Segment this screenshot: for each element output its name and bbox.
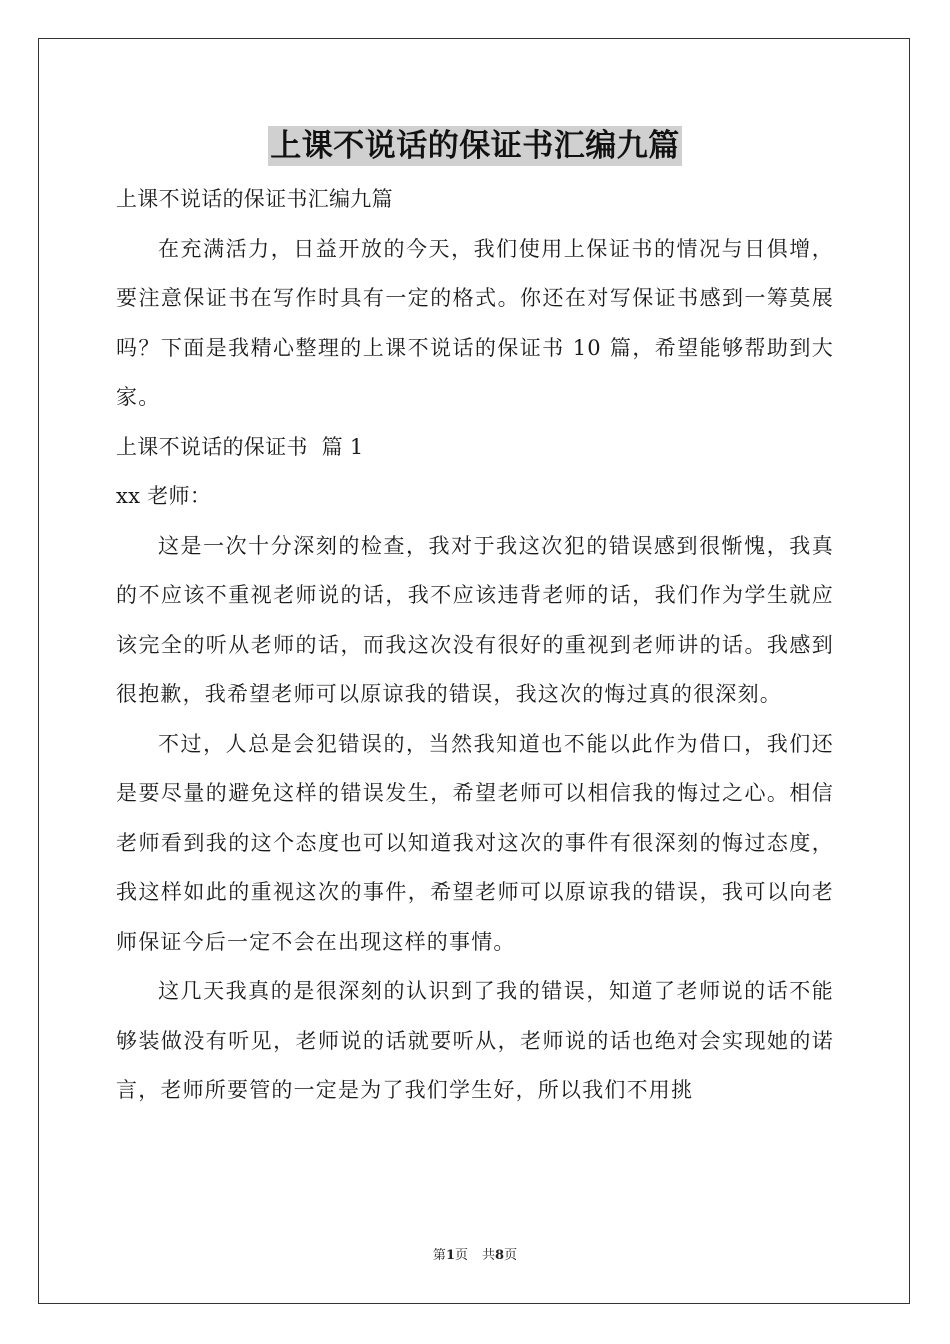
total-prefix: 共 <box>482 1248 496 1263</box>
section-heading: 上课不说话的保证书 篇 1 <box>116 434 364 459</box>
salutation: xx 老师： <box>116 484 212 508</box>
total-pages: 8 <box>495 1248 505 1263</box>
body-paragraph-2: 不过，人总是会犯错误的，当然我知道也不能以此作为借口，我们还是要尽量的避免这样的错误发生，希望老师可以相信我的悔过之心。相信老师看到我的这个态度也可以知道我对这次的事件有很深刻的悔过态度，我这样如此的重视这次的事件，希望老师可以原谅我的错误，我可以向老师保证今后一定不会在出现这样的事情。 <box>116 731 834 954</box>
body-paragraph-3: 这几天我真的是很深刻的认识到了我的错误，知道了老师说的话不能够装做没有听见，老师说的话就要听从，老师说的话也绝对会实现她的诺言，老师所要管的一定是为了我们学生好，所以我们不用挑 <box>116 979 834 1102</box>
page-prefix: 第 <box>432 1248 446 1263</box>
page-number: 1 <box>445 1248 455 1263</box>
title-container <box>0 126 950 166</box>
page-footer <box>0 1247 950 1265</box>
subtitle-line: 上课不说话的保证书汇编九篇 <box>116 187 393 211</box>
body-paragraph-1: 这是一次十分深刻的检查，我对于我这次犯的错误感到很惭愧，我真的不应该不重视老师说的话，我不应该违背老师的话，我们作为学生就应该完全的听从老师的话，而我这次没有很好的重视到老师讲的话。我感到很抱歉，我希望老师可以原谅我的错误，我这次的悔过真的很深刻。 <box>116 533 834 706</box>
document-title: 上课不说话的保证书汇编九篇 <box>270 128 680 164</box>
document-body <box>116 175 834 1116</box>
intro-paragraph: 在充满活力，日益开放的今天，我们使用上保证书的情况与日俱增，要注意保证书在写作时具有一定的格式。你还在对写保证书感到一筹莫展吗？下面是我精心整理的上课不说话的保证书 10 篇，希望能够帮助到大家。 <box>116 236 834 409</box>
page-suffix: 页 <box>454 1248 468 1263</box>
total-suffix: 页 <box>504 1248 518 1263</box>
